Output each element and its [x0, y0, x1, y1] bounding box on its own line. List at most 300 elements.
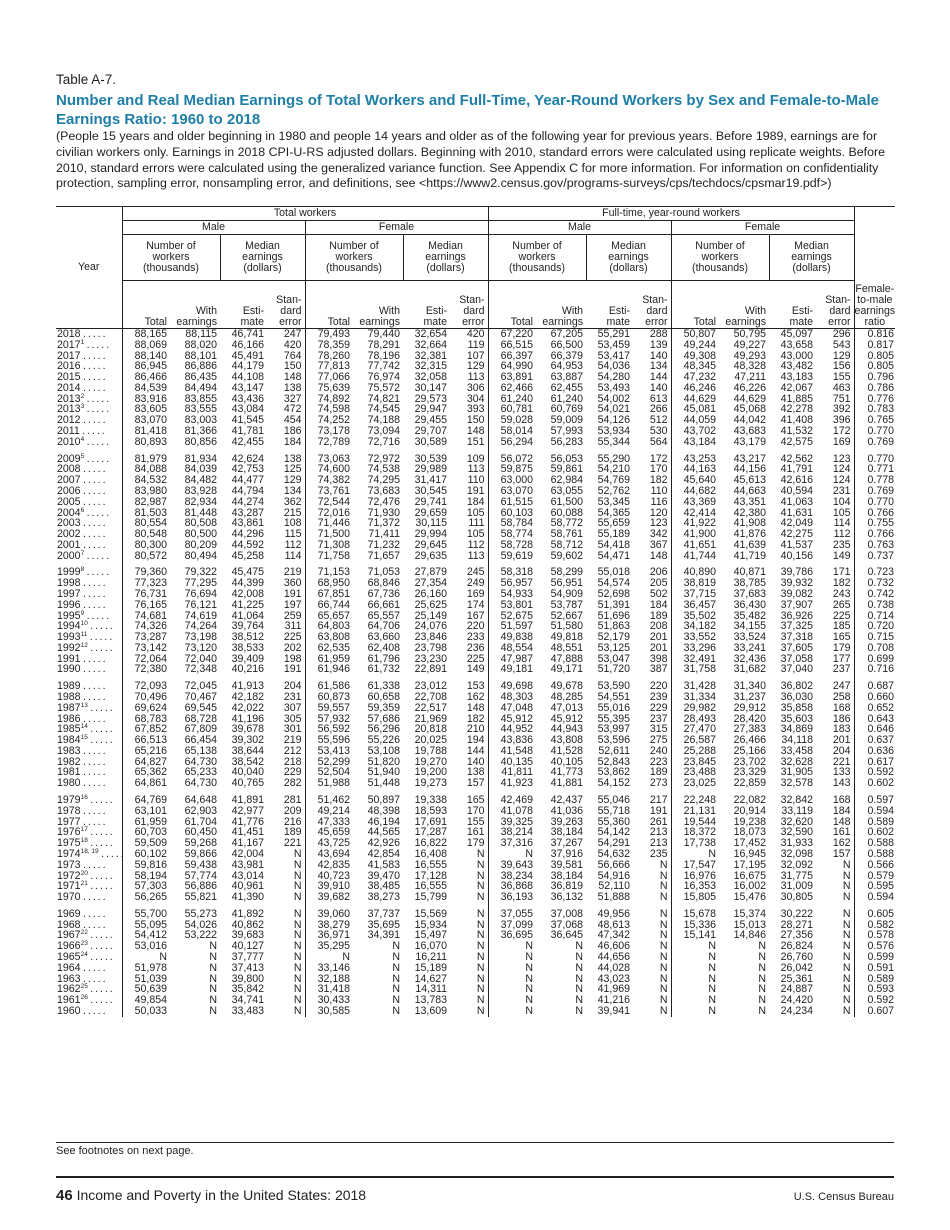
- year-label: 1971: [57, 880, 81, 893]
- table-cell: 67,852: [134, 723, 167, 736]
- table-cell: 35,502: [683, 609, 717, 622]
- table-cell: 29,573: [414, 392, 447, 405]
- table-cell: 49,181: [500, 663, 534, 676]
- table-cell: 63,055: [550, 484, 584, 497]
- leader-dots: . . . . .: [80, 907, 106, 920]
- table-cell: 0.770: [867, 452, 895, 465]
- table-cell: 23,845: [683, 755, 717, 768]
- table-cell: 60,658: [367, 691, 400, 703]
- table-cell: 39,409: [231, 652, 264, 665]
- table-cell: 108: [267, 518, 305, 529]
- table-cell: 30,539: [414, 452, 447, 465]
- table-cell: 45,068: [733, 403, 767, 416]
- leader-dots: . . . . .: [87, 734, 113, 747]
- table-cell: 40,594: [780, 484, 814, 497]
- table-cell: 35,842: [231, 983, 264, 996]
- table-cell: N: [450, 952, 488, 963]
- table-cell: 39,263: [550, 815, 584, 828]
- table-cell: 129: [816, 351, 854, 362]
- table-cell: 32,654: [414, 328, 447, 340]
- table-cell: N: [816, 974, 854, 985]
- table-cell: 88,140: [134, 349, 167, 362]
- table-cell: 36,695: [500, 929, 534, 942]
- table-cell: 45,659: [317, 826, 350, 839]
- table-cell: 66,397: [500, 349, 534, 362]
- col-total: Total: [510, 316, 534, 328]
- footnote-ref: 1: [80, 338, 85, 346]
- table-cell: 112: [450, 540, 488, 551]
- table-cell: 34,741: [231, 994, 264, 1007]
- table-cell: 59,509: [134, 837, 167, 850]
- table-cell: 19,273: [414, 777, 447, 790]
- table-cell: 43,808: [550, 734, 584, 747]
- header-num-workers: Number of workers (thousands): [671, 235, 769, 281]
- table-cell: 41,781: [231, 425, 264, 438]
- table-cell: 165: [450, 789, 488, 806]
- table-cell: N: [758, 940, 767, 953]
- table-cell: 23,230: [414, 652, 447, 665]
- table-cell: 44,592: [231, 538, 264, 551]
- header-median-earnings: Median earnings (dollars): [403, 235, 488, 281]
- table-cell: 79,493: [317, 328, 350, 340]
- table-cell: 39,910: [317, 880, 350, 893]
- table-cell: 0.783: [867, 403, 895, 416]
- table-cell: 15,013: [733, 918, 767, 931]
- table-cell: 54,412: [134, 929, 167, 942]
- table-cell: 63,101: [134, 804, 167, 817]
- table-cell: 26,587: [683, 734, 717, 747]
- table-cell: 53,493: [597, 381, 631, 394]
- table-cell: 50,807: [683, 328, 717, 340]
- table-cell: 245: [450, 561, 488, 578]
- table-cell: 64,648: [184, 794, 217, 807]
- table-cell: 51,820: [367, 755, 400, 768]
- table-cell: 55,659: [597, 517, 631, 530]
- table-cell: 59,602: [550, 549, 584, 562]
- table-cell: 143: [816, 778, 854, 789]
- table-cell: 247: [267, 329, 305, 340]
- table-cell: 41,390: [231, 891, 264, 904]
- table-cell: 67,851: [317, 587, 350, 600]
- table-cell: 463: [816, 383, 854, 394]
- table-cell: 219: [267, 735, 305, 746]
- table-cell: N: [525, 940, 534, 953]
- table-cell: 16,408: [414, 847, 447, 860]
- table-cell: 30,805: [780, 891, 814, 904]
- table-cell: 217: [633, 789, 671, 806]
- table-cell: 0.592: [867, 994, 895, 1007]
- table-cell: 229: [267, 767, 305, 778]
- footnote-ref: 11: [80, 631, 88, 639]
- table-cell: 36,926: [780, 609, 814, 622]
- table-cell: 72,064: [134, 652, 167, 665]
- table-cell: 62,984: [550, 474, 584, 487]
- table-cell: 44,156: [733, 463, 767, 476]
- table-cell: 74,326: [134, 620, 167, 633]
- table-cell: 53,590: [597, 680, 631, 693]
- table-cell: 54,291: [597, 837, 631, 850]
- year-label: 1981: [57, 766, 81, 779]
- table-cell: 37,058: [780, 652, 814, 665]
- table-cell: 55,046: [597, 794, 631, 807]
- table-cell: 80,572: [134, 549, 167, 562]
- table-cell: 74,892: [317, 392, 350, 405]
- table-cell: 41,891: [231, 794, 264, 807]
- table-cell: 48,285: [550, 691, 584, 703]
- table-cell: 52,675: [500, 609, 534, 622]
- table-cell: 53,787: [550, 598, 584, 611]
- table-cell: 55,700: [134, 907, 167, 920]
- table-cell: 315: [633, 724, 671, 735]
- table-cell: 41,923: [500, 777, 534, 790]
- table-cell: 150: [450, 415, 488, 426]
- table-cell: 32,436: [733, 652, 767, 665]
- table-cell: 53,801: [500, 598, 534, 611]
- table-cell: 72,093: [134, 680, 167, 693]
- table-cell: 165: [816, 632, 854, 643]
- leader-dots: . . . . .: [87, 994, 113, 1007]
- table-cell: 72,716: [367, 435, 400, 448]
- table-cell: 45,081: [683, 403, 717, 416]
- table-cell: 86,945: [134, 360, 167, 373]
- table-cell: 84,539: [134, 381, 167, 394]
- table-cell: 240: [633, 746, 671, 757]
- table-cell: 138: [267, 448, 305, 465]
- table-cell: 53,125: [597, 641, 631, 654]
- table-cell: 37,055: [500, 907, 534, 920]
- table-cell: 47,232: [683, 371, 717, 384]
- table-cell: 0.766: [867, 528, 895, 541]
- table-cell: 47,211: [734, 371, 767, 384]
- table-cell: 198: [267, 654, 305, 665]
- leader-dots: . . . . .: [98, 847, 124, 860]
- table-cell: 31,905: [780, 766, 814, 779]
- table-cell: 36,430: [733, 598, 767, 611]
- table-cell: 44,163: [683, 463, 717, 476]
- header-median-earnings: Median earnings (dollars): [769, 235, 854, 281]
- table-cell: 221: [267, 838, 305, 849]
- table-cell: 62,535: [317, 641, 350, 654]
- table-cell: 392: [816, 404, 854, 415]
- table-cell: 54,365: [597, 506, 631, 519]
- table-cell: 42,008: [231, 587, 264, 600]
- table-cell: 40,765: [231, 777, 264, 790]
- table-cell: 220: [633, 675, 671, 692]
- table-cell: 80,554: [134, 517, 167, 530]
- table-cell: 54,002: [597, 392, 631, 405]
- table-cell: 157: [450, 778, 488, 789]
- table-cell: 275: [633, 735, 671, 746]
- table-cell: 167: [450, 611, 488, 622]
- table-cell: N: [209, 994, 217, 1007]
- table-cell: 54,551: [597, 691, 631, 703]
- table-row: [56, 778, 895, 789]
- table-cell: 0.715: [867, 631, 895, 644]
- table-cell: N: [633, 952, 671, 963]
- table-cell: 54,036: [597, 360, 631, 373]
- table-cell: 74,538: [367, 463, 400, 476]
- table-cell: 0.769: [867, 435, 895, 448]
- table-cell: 81,934: [184, 452, 217, 465]
- table-cell: 36,819: [550, 880, 584, 893]
- table-cell: 61,500: [550, 495, 584, 508]
- table-cell: 44,656: [597, 950, 631, 963]
- table-cell: 60,781: [500, 403, 534, 416]
- table-cell: 45,475: [231, 566, 264, 579]
- table-cell: 41,892: [231, 907, 264, 920]
- year-label: 1978: [57, 804, 81, 817]
- table-cell: N: [633, 903, 671, 920]
- leader-dots: . . . . .: [80, 528, 106, 541]
- table-cell: 37,715: [683, 587, 717, 600]
- table-cell: 57,303: [134, 880, 167, 893]
- table-cell: 0.771: [867, 463, 895, 476]
- table-cell: 182: [633, 475, 671, 486]
- footnote-ref: 20: [80, 869, 88, 877]
- table-cell: 44,399: [231, 577, 264, 590]
- table-cell: 265: [816, 600, 854, 611]
- table-cell: 67,809: [184, 723, 217, 736]
- table-cell: 112: [816, 529, 854, 540]
- table-cell: 30,147: [414, 381, 447, 394]
- table-cell: 21,131: [683, 804, 717, 817]
- table-cell: 72,045: [184, 680, 217, 693]
- row-year: [56, 778, 122, 789]
- table-cell: N: [267, 892, 305, 903]
- table-cell: 66,515: [500, 338, 534, 351]
- table-cell: 36,971: [317, 929, 350, 942]
- footnote-ref: 15: [80, 734, 88, 742]
- header-median-earnings: Median earnings (dollars): [220, 235, 305, 281]
- table-cell: 16,822: [414, 837, 447, 850]
- table-cell: 26,760: [780, 950, 814, 963]
- table-cell: 81,418: [134, 425, 167, 438]
- table-cell: 52,667: [550, 609, 584, 622]
- table-cell: 83,928: [184, 484, 217, 497]
- header-num-workers: Number of workers (thousands): [305, 235, 403, 281]
- table-cell: 0.589: [867, 815, 895, 828]
- year-label: 2009: [57, 452, 81, 465]
- table-row: [56, 664, 895, 675]
- table-cell: N: [633, 995, 671, 1006]
- table-cell: 155: [816, 372, 854, 383]
- table-cell: 17,547: [683, 858, 717, 871]
- table-cell: 0.755: [867, 517, 895, 530]
- table-cell: 77,323: [134, 577, 167, 590]
- table-cell: 26,160: [414, 587, 447, 600]
- table-cell: 168: [816, 789, 854, 806]
- table-cell: 33,241: [733, 641, 767, 654]
- table-cell: 82,987: [134, 495, 167, 508]
- table-cell: 140: [450, 757, 488, 768]
- table-cell: 472: [267, 404, 305, 415]
- table-row: [56, 974, 895, 985]
- table-cell: N: [267, 930, 305, 941]
- table-cell: 57,993: [550, 425, 584, 438]
- table-cell: 38,644: [231, 744, 264, 757]
- leader-dots: . . . . .: [80, 972, 106, 985]
- table-cell: 47,987: [500, 652, 534, 665]
- table-cell: 80,500: [184, 528, 217, 541]
- table-cell: 0.765: [867, 414, 895, 427]
- table-cell: 41,063: [780, 495, 814, 508]
- table-cell: 149: [816, 551, 854, 562]
- table-cell: 15,189: [414, 961, 447, 974]
- table-cell: 59,268: [184, 837, 217, 850]
- leader-dots: . . . . .: [80, 484, 106, 497]
- table-cell: 74,821: [367, 392, 400, 405]
- table-cell: 42,835: [317, 858, 350, 871]
- table-cell: 43,369: [683, 495, 717, 508]
- footnote-ref: 17: [80, 826, 88, 834]
- table-cell: 52,762: [597, 484, 631, 497]
- table-cell: 55,344: [597, 435, 631, 448]
- year-label: 1998: [57, 577, 81, 590]
- table-cell: 304: [450, 394, 488, 405]
- row-year: [56, 1006, 122, 1017]
- table-row: [56, 871, 895, 882]
- leader-dots: . . . . .: [80, 858, 106, 871]
- table-cell: 56,053: [550, 452, 584, 465]
- leader-dots: . . . . .: [80, 815, 106, 828]
- table-cell: 17,287: [414, 826, 447, 839]
- table-cell: 65,233: [184, 766, 217, 779]
- table-cell: 184: [633, 600, 671, 611]
- table-cell: 70,467: [184, 691, 217, 703]
- table-cell: 69,624: [134, 701, 167, 714]
- table-cell: 65,657: [317, 609, 350, 622]
- table-cell: 43,725: [317, 837, 350, 850]
- table-cell: 31,009: [780, 880, 814, 893]
- table-cell: 37,907: [780, 598, 814, 611]
- leader-dots: . . . . .: [80, 538, 106, 551]
- table-cell: 46,741: [231, 328, 264, 340]
- table-cell: N: [209, 972, 217, 985]
- table-cell: 59,557: [317, 701, 350, 714]
- table-cell: 77,066: [317, 371, 350, 384]
- table-cell: N: [525, 994, 534, 1007]
- table-cell: 54,021: [597, 403, 631, 416]
- table-cell: 48,613: [597, 918, 631, 931]
- table-cell: 37,777: [231, 950, 264, 963]
- leader-dots: . . . . .: [80, 652, 106, 665]
- table-cell: N: [450, 995, 488, 1006]
- table-cell: 59,359: [367, 701, 400, 714]
- footnote-ref: 23: [80, 940, 88, 948]
- table-cell: 564: [633, 437, 671, 448]
- table-cell: 76,121: [184, 598, 217, 611]
- table-cell: 39,581: [550, 858, 584, 871]
- table-cell: 44,028: [597, 961, 631, 974]
- table-cell: 66,500: [550, 338, 584, 351]
- table-cell: 42,854: [367, 847, 400, 860]
- table-cell: 179: [816, 643, 854, 654]
- table-cell: 243: [816, 589, 854, 600]
- table-cell: 83,980: [134, 484, 167, 497]
- table-cell: 184: [450, 497, 488, 508]
- header-fulltime-workers: Full-time, year-round workers: [488, 207, 854, 221]
- table-cell: 49,293: [733, 349, 767, 362]
- table-cell: 0.591: [867, 961, 895, 974]
- table-cell: 57,774: [184, 869, 217, 882]
- table-cell: 22,891: [414, 663, 447, 676]
- table-cell: 0.643: [867, 712, 895, 725]
- table-cell: 206: [633, 561, 671, 578]
- table-cell: N: [392, 940, 400, 953]
- table-cell: 42,380: [733, 506, 767, 519]
- table-cell: 16,555: [414, 880, 447, 893]
- table-cell: 28,493: [683, 712, 717, 725]
- year-label: 1984: [57, 734, 81, 747]
- leader-dots: . . . . .: [80, 777, 106, 790]
- table-cell: 0.617: [867, 755, 895, 768]
- table-cell: N: [450, 941, 488, 952]
- table-cell: 76,165: [134, 598, 167, 611]
- year-label: 1994: [57, 620, 81, 633]
- table-cell: 31,334: [683, 691, 717, 703]
- leader-dots: . . . . .: [87, 701, 113, 714]
- table-cell: 543: [816, 340, 854, 351]
- table-cell: 56,265: [134, 891, 167, 904]
- table-cell: N: [392, 950, 400, 963]
- year-label: 2015: [57, 371, 81, 384]
- table-cell: 189: [267, 827, 305, 838]
- table-cell: 39,325: [500, 815, 534, 828]
- table-cell: 53,997: [597, 723, 631, 736]
- leader-dots: . . . . .: [87, 826, 113, 839]
- table-cell: 40,871: [733, 566, 767, 579]
- year-label: 2010: [57, 435, 81, 448]
- table-cell: 305: [267, 714, 305, 725]
- table-cell: 56,951: [550, 577, 584, 590]
- table-cell: 51,696: [597, 609, 631, 622]
- table-cell: 54,769: [597, 474, 631, 487]
- table-cell: 43,184: [683, 435, 717, 448]
- table-cell: 239: [633, 692, 671, 703]
- table-cell: 62,408: [367, 641, 400, 654]
- table-cell: 61,704: [184, 815, 217, 828]
- table-cell: N: [816, 871, 854, 882]
- col-with-earnings: With earnings: [725, 305, 767, 328]
- leader-dots: . . . . .: [87, 929, 113, 942]
- table-cell: 71,930: [367, 506, 400, 519]
- table-cell: 39,682: [317, 891, 350, 904]
- table-cell: 0.593: [867, 983, 895, 996]
- table-cell: 76,731: [134, 587, 167, 600]
- table-cell: 19,270: [414, 755, 447, 768]
- footnote-ref: 2: [80, 392, 85, 400]
- table-cell: 155: [450, 817, 488, 828]
- table-cell: N: [575, 1004, 584, 1017]
- table-cell: 71,411: [368, 528, 400, 541]
- year-label: 1970: [57, 891, 81, 904]
- table-cell: 39,800: [231, 972, 264, 985]
- row-year: [56, 892, 122, 903]
- table-cell: 54,632: [597, 847, 631, 860]
- table-cell: 72,016: [317, 506, 350, 519]
- table-cell: 56,957: [500, 577, 534, 590]
- table-cell: N: [758, 983, 767, 996]
- table-cell: 39,786: [780, 566, 814, 579]
- table-cell: 41,811: [501, 766, 534, 779]
- table-cell: 0.594: [867, 891, 895, 904]
- table-cell: N: [633, 984, 671, 995]
- table-cell: 52,843: [597, 755, 631, 768]
- table-cell: N: [450, 920, 488, 931]
- table-cell: 42,437: [550, 794, 584, 807]
- table-cell: 31,237: [733, 691, 767, 703]
- leader-dots: . . . . .: [80, 766, 106, 779]
